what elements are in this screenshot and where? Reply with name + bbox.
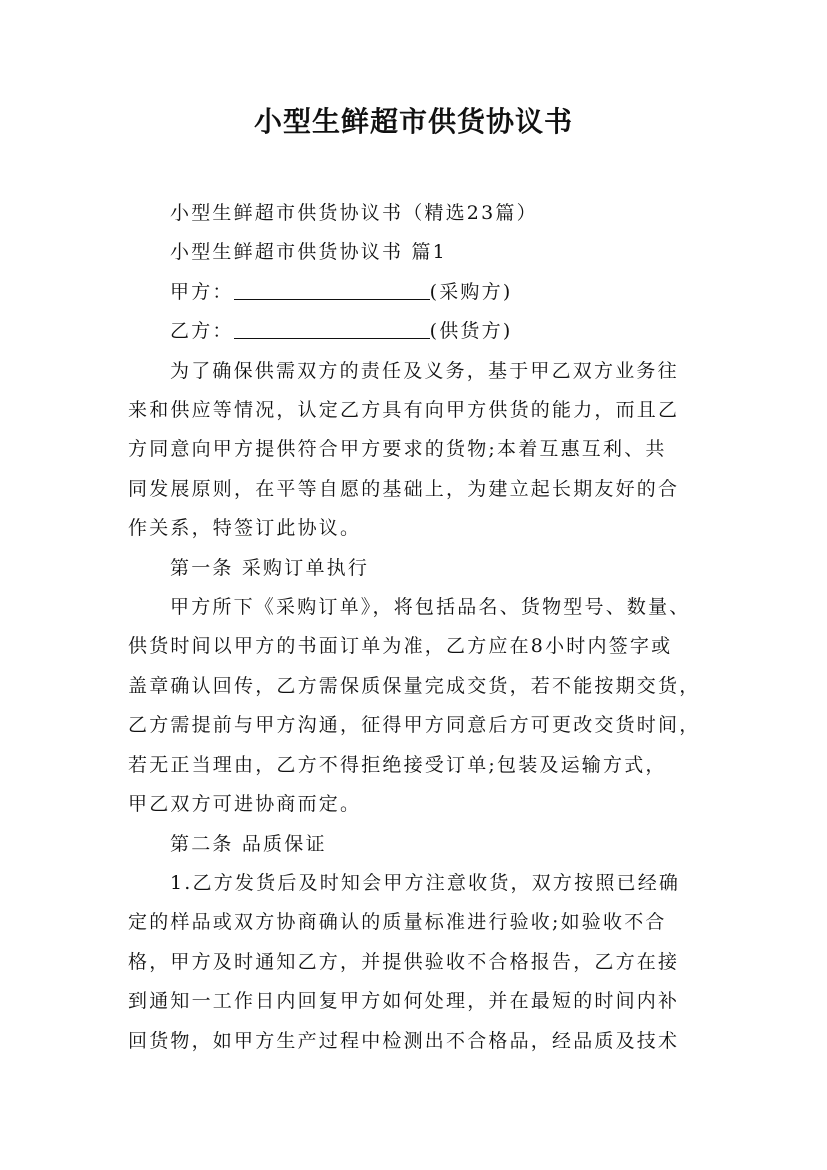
- text-line: 供货时间以甲方的书面订单为准，乙方应在8小时内签字或: [128, 635, 673, 658]
- text-line: 若无正当理由，乙方不得拒绝接受订单;包装及运输方式，: [128, 753, 667, 776]
- text-line: 为了确保供需双方的责任及义务，基于甲乙双方业务往: [170, 359, 679, 382]
- article-2-paragraph: [128, 864, 708, 1061]
- party-b-role: (供货方): [429, 320, 513, 343]
- text-line: 1.乙方发货后及时知会甲方注意收货，双方按照已经确: [170, 871, 681, 894]
- text-line: 格，甲方及时通知乙方，并提供验收不合格报告，乙方在接: [128, 950, 680, 973]
- article-1-paragraph: [128, 588, 708, 824]
- text-line: 同发展原则，在平等自愿的基础上，为建立起长期友好的合: [128, 477, 680, 500]
- text-line: 回货物，如甲方生产过程中检测出不合格品，经品质及技术: [128, 1029, 680, 1052]
- document-title: 小型生鲜超市供货协议书: [253, 105, 573, 138]
- text-line: 乙方需提前与甲方沟通，征得甲方同意后方可更改交货时间，: [128, 714, 701, 737]
- chapter-heading: 小型生鲜超市供货协议书 篇1: [170, 241, 447, 264]
- text-line: 甲方所下《采购订单》，将包括品名、货物型号、数量、: [170, 596, 691, 619]
- text-line: 定的样品或双方协商确认的质量标准进行验收;如验收不合: [128, 911, 667, 934]
- text-line: 到通知一工作日内回复甲方如何处理，并在最短的时间内补: [128, 990, 680, 1013]
- party-a-blank: [234, 277, 430, 300]
- intro-paragraph: [128, 352, 708, 549]
- party-b-blank: [234, 316, 430, 339]
- document-subtitle: 小型生鲜超市供货协议书（精选23篇）: [170, 202, 538, 224]
- party-a-label: 甲方：: [170, 280, 234, 303]
- text-line: 甲乙双方可进协商而定。: [128, 793, 362, 816]
- article-2-heading: 第二条 品质保证: [170, 832, 327, 855]
- party-b-label: 乙方：: [170, 320, 234, 343]
- text-line: 盖章确认回传，乙方需保质保量完成交货，若不能按期交货，: [128, 674, 701, 697]
- party-a-line: [128, 273, 708, 312]
- party-a-role: (采购方): [429, 280, 513, 303]
- text-line: 方同意向甲方提供符合甲方要求的货物;本着互惠互利、共: [128, 438, 667, 461]
- party-b-line: [128, 312, 708, 351]
- article-1-heading: 第一条 采购订单执行: [170, 556, 370, 579]
- text-line: 作关系，特签订此协议。: [128, 517, 362, 540]
- text-line: 来和供应等情况，认定乙方具有向甲方供货的能力，而且乙: [128, 399, 680, 422]
- document-body: [128, 194, 708, 1061]
